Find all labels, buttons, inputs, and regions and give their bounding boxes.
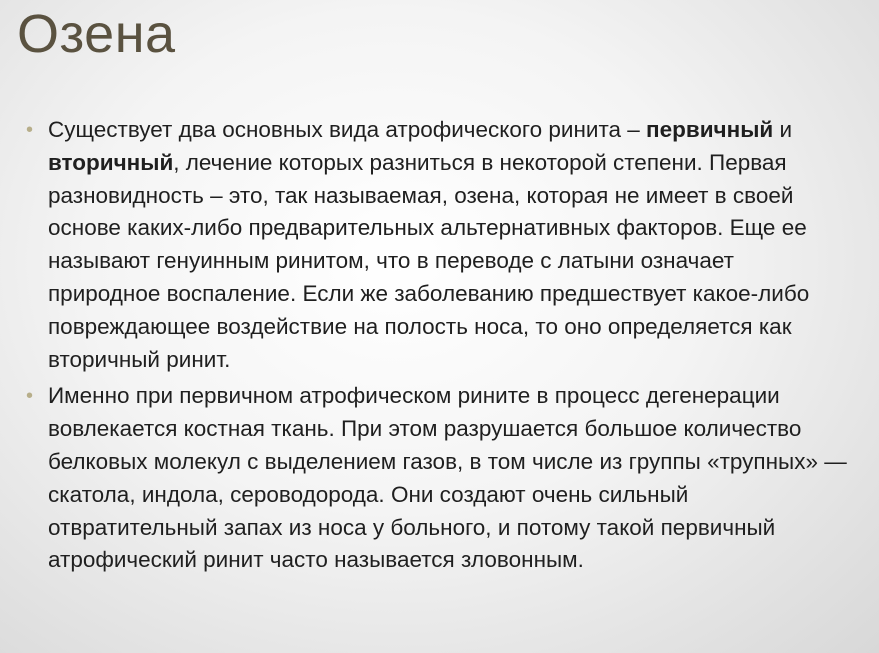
bullet-segment: Существует два основных вида атрофического ринита – bbox=[48, 117, 647, 142]
bullet-item-1 bbox=[26, 114, 848, 376]
bullet-dot-icon: • bbox=[26, 385, 34, 408]
bold-term-primary: первичный bbox=[646, 117, 774, 142]
bullet-text: Именно при первичном атрофическом рините в процесс дегенерации вовлекается костная ткань. При этом разрушается большое количество белковых молекул с выделением газов, в том числе из группы «трупных» — скатола, индола, сероводорода. Они создают очень сильный отвратительный запах из носа у больного, и потому такой первичный атрофический ринит часто называется зловонным. bbox=[48, 383, 847, 573]
bullet-dot-icon: • bbox=[26, 119, 34, 141]
bullet-text bbox=[48, 117, 809, 372]
bullet-list bbox=[26, 114, 848, 581]
bullet-item-2 bbox=[26, 380, 848, 577]
bullet-segment: и bbox=[773, 117, 793, 142]
bullet-segment: , лечение которых разниться в некоторой степени. Первая разновидность – это, так называемая, озена, которая не имеет в своей основе каких-либо предварительных альтернативных факторов. Еще ее называют генуинным ринитом, что в переводе с латыни означает природное воспаление. Если же заболеванию предшествует какое-либо повреждающее воздействие на полость носа, то оно определяется как вторичный ринит. bbox=[48, 149, 810, 372]
bold-term-secondary: вторичный bbox=[48, 149, 174, 175]
slide-title: Озена bbox=[17, 4, 176, 64]
